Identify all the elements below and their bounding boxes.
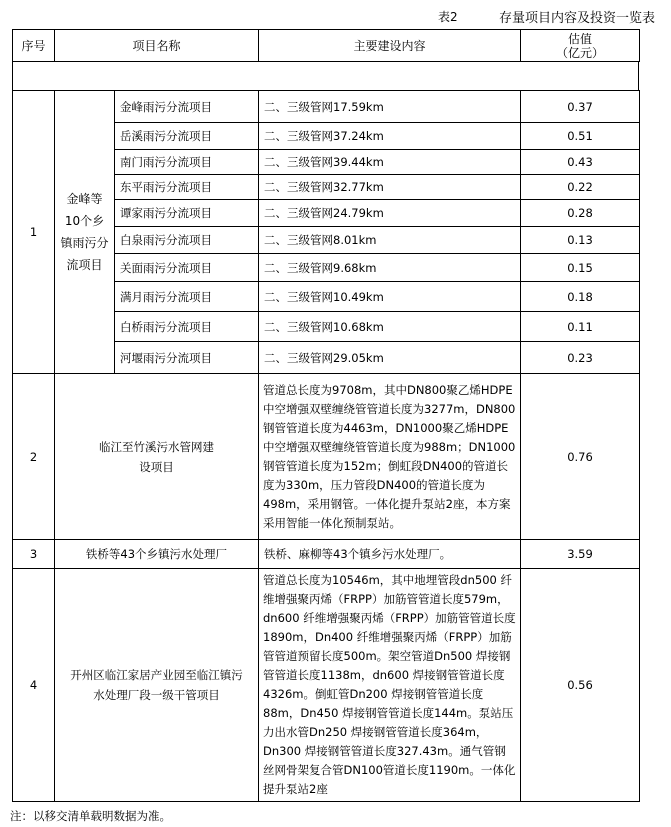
sub-project-name: 满月雨污分流项目 <box>115 282 259 312</box>
sub-project-content: 二、三级管网37.24km <box>259 123 521 150</box>
table-row <box>13 91 640 123</box>
project-value: 0.76 <box>521 374 640 540</box>
sub-project-name: 白泉雨污分流项目 <box>115 227 259 254</box>
sub-project-name: 金峰雨污分流项目 <box>115 91 259 123</box>
sub-project-value: 0.15 <box>521 254 640 282</box>
sub-project-name: 白桥雨污分流项目 <box>115 312 259 342</box>
table-title: 存量项目内容及投资一览表 <box>499 11 656 26</box>
row-seq: 3 <box>13 540 55 569</box>
table-caption <box>0 6 665 24</box>
sub-project-value: 0.22 <box>521 175 640 200</box>
sub-project-value: 0.43 <box>521 150 640 175</box>
sub-project-name: 河堰雨污分流项目 <box>115 342 259 374</box>
row-seq: 4 <box>13 569 55 802</box>
sub-project-name: 谭家雨污分流项目 <box>115 200 259 227</box>
table-row <box>13 540 640 569</box>
header-name: 项目名称 <box>55 30 259 62</box>
project-content: 管道总长度为10546m，其中地埋管段dn500 纤维增强聚丙烯（FRPP）加筋管管道长度579m，dn600 纤维增强聚丙烯（FRPP）加筋管管道长度1890m，Dn400 纤维增强聚丙烯（FRPP）加筋管管道预留长度500m。架空管道Dn500 焊接钢管管道长度1138m，dn600 焊接钢管管道长度4326m。倒虹管Dn200 焊接钢管管道长度88m，Dn450 焊接钢管管道长度144m。泵站压力出水管Dn250 焊接钢管管道长度364m，Dn300 焊接钢管管道长度327.43m。通气管钢丝网骨架复合管DN100管道长度1190m。一体化提升泵站2座 <box>259 569 521 802</box>
project-name: 临江至竹溪污水管网建设项目 <box>55 374 259 540</box>
sub-project-content: 二、三级管网9.68km <box>259 254 521 282</box>
sub-project-value: 0.11 <box>521 312 640 342</box>
project-value: 0.56 <box>521 569 640 802</box>
project-name: 铁桥等43个乡镇污水处理厂 <box>55 540 259 569</box>
sub-project-value: 0.51 <box>521 123 640 150</box>
sub-project-content: 二、三级管网39.44km <box>259 150 521 175</box>
table-number: 表2 <box>438 10 458 24</box>
sub-project-content: 二、三级管网24.79km <box>259 200 521 227</box>
header-estimate: 估值 （亿元） <box>521 30 640 62</box>
row-seq: 2 <box>13 374 55 540</box>
sub-project-content: 二、三级管网32.77km <box>259 175 521 200</box>
project-value: 3.59 <box>521 540 640 569</box>
header-seq: 序号 <box>13 30 55 62</box>
group-name: 金峰等10个乡镇雨污分流项目 <box>55 91 115 374</box>
project-name: 开州区临江家居产业园至临江镇污水处理厂段一级干管项目 <box>55 569 259 802</box>
table-border-right <box>638 61 639 91</box>
sub-project-value: 0.37 <box>521 91 640 123</box>
row-seq: 1 <box>13 91 55 374</box>
table-header <box>12 29 640 62</box>
sub-project-content: 二、三级管网17.59km <box>259 91 521 123</box>
footnote: 注：以移交清单载明数据为准。 <box>10 809 171 823</box>
sub-project-value: 0.13 <box>521 227 640 254</box>
project-content: 管道总长度为9708m，其中DN800聚乙烯HDPE中空增强双壁缠绕管管道长度为3277m，DN800钢管管道长度为4463m，DN1000聚乙烯HDPE中空增强双壁缠绕管管道长度为988m；DN1000钢管管道长度为152m；倒虹段DN400的管道长度为330m，压力管段DN400的管道长度为498m，采用钢管。一体化提升泵站2座，本方案采用智能一体化预制泵站。 <box>259 374 521 540</box>
sub-project-content: 二、三级管网8.01km <box>259 227 521 254</box>
table-row <box>13 374 640 540</box>
sub-project-content: 二、三级管网10.49km <box>259 282 521 312</box>
project-content: 铁桥、麻柳等43个镇乡污水处理厂。 <box>259 540 521 569</box>
sub-project-value: 0.28 <box>521 200 640 227</box>
sub-project-name: 岳溪雨污分流项目 <box>115 123 259 150</box>
sub-project-value: 0.18 <box>521 282 640 312</box>
project-table <box>12 90 640 802</box>
table-border-left <box>12 61 13 91</box>
sub-project-name: 东平雨污分流项目 <box>115 175 259 200</box>
sub-project-name: 南门雨污分流项目 <box>115 150 259 175</box>
table-row <box>13 569 640 802</box>
sub-project-content: 二、三级管网29.05km <box>259 342 521 374</box>
sub-project-name: 关面雨污分流项目 <box>115 254 259 282</box>
sub-project-value: 0.23 <box>521 342 640 374</box>
sub-project-content: 二、三级管网10.68km <box>259 312 521 342</box>
header-content: 主要建设内容 <box>259 30 521 62</box>
